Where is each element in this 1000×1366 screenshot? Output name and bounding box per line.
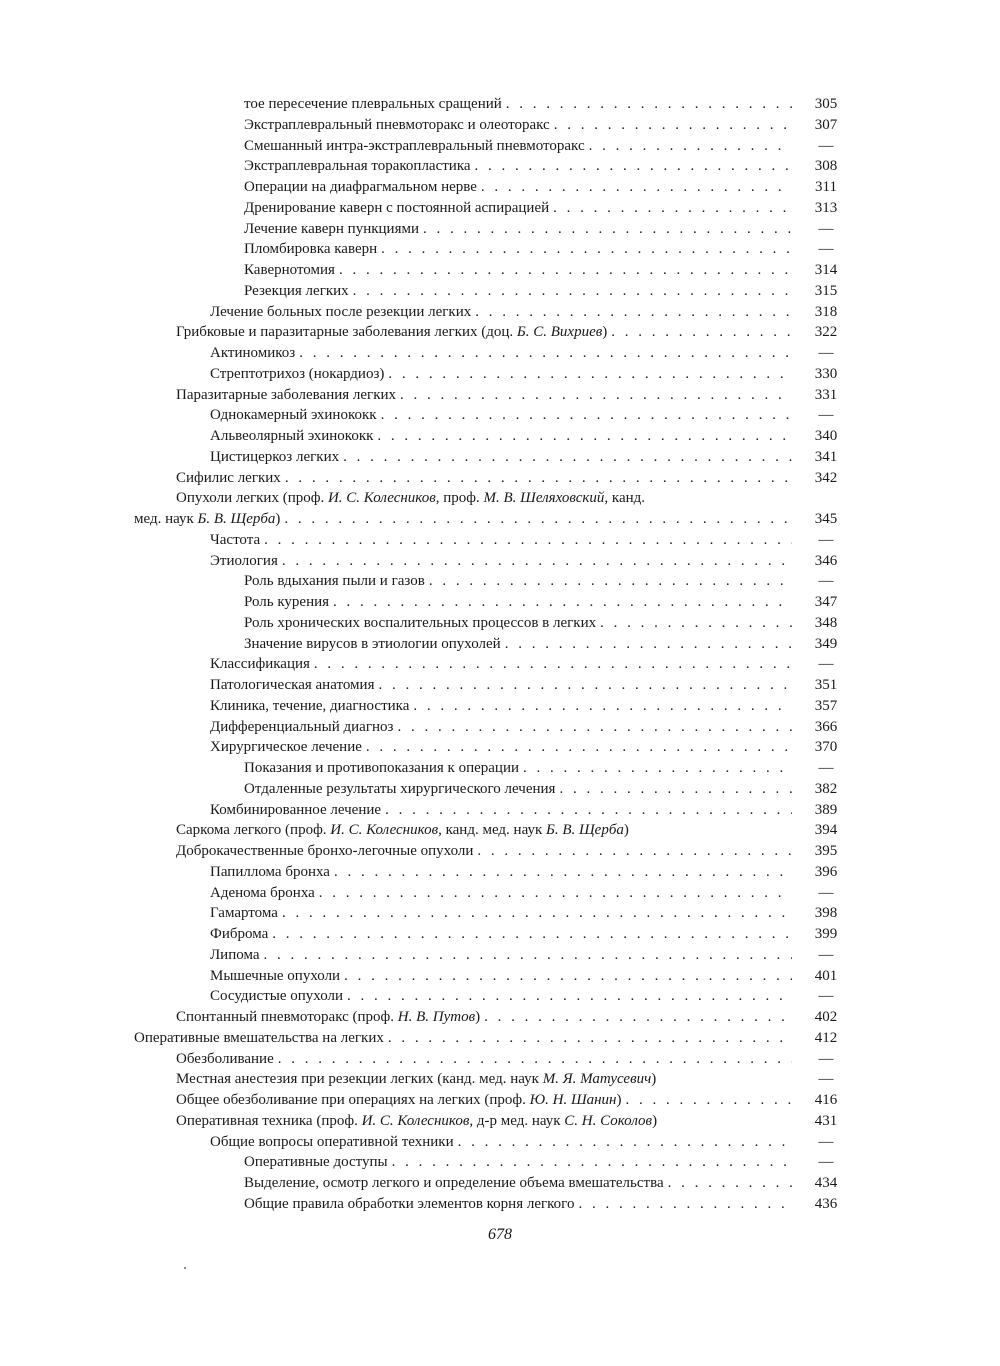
toc-entry-text: Резекция легких [244, 282, 349, 299]
toc-entry [0, 592, 1000, 613]
toc-entry [0, 820, 1000, 841]
toc-entry-text: Опухоли легких (проф. И. С. Колесников, проф. М. В. Шеляховский, канд. [176, 490, 646, 507]
toc-entry-text: Мышечные опухоли [210, 967, 341, 984]
toc-entry [0, 1152, 1000, 1173]
toc-entry-author: И. С. Колесников [361, 1112, 470, 1129]
toc-entry [0, 675, 1000, 696]
toc-entry [0, 924, 1000, 945]
toc-entry-title [244, 613, 792, 634]
table-of-contents [0, 94, 1000, 1215]
toc-entry-title [210, 302, 792, 323]
toc-entry-title [244, 156, 792, 177]
toc-entry [0, 634, 1000, 655]
toc-entry-page: 349 [814, 635, 838, 652]
toc-entry-title [176, 1111, 792, 1132]
toc-entry-text: Оперативные доступы [244, 1154, 388, 1171]
toc-entry-title [244, 779, 792, 800]
toc-entry-title [244, 634, 792, 655]
toc-entry-text: Сосудистые опухоли [210, 988, 344, 1005]
toc-entry-page: — [818, 407, 834, 424]
toc-entry [0, 1173, 1000, 1194]
dot-leader [381, 405, 792, 426]
toc-entry-text: Выделение, осмотр легкого и определение объема вмешательства [244, 1175, 664, 1191]
toc-entry-author: Б. В. Щерба [197, 511, 276, 527]
toc-entry-text: Оперативная техника (проф. И. С. Колесников, д-р мед. наук С. Н. Соколов) [176, 1112, 658, 1129]
toc-entry [0, 696, 1000, 717]
toc-entry [0, 364, 1000, 385]
toc-entry-title [244, 592, 792, 613]
dot-leader [333, 592, 792, 613]
dot-leader [385, 800, 792, 821]
toc-entry [0, 156, 1000, 177]
toc-entry-text: Кавернотомия [244, 262, 335, 278]
toc-entry-page: — [818, 345, 834, 361]
dot-leader [282, 551, 792, 572]
dot-leader [600, 613, 792, 634]
toc-entry-text: Роль вдыхания пыли и газов [244, 573, 425, 590]
toc-entry-title [134, 509, 792, 530]
toc-entry-title [244, 260, 792, 281]
toc-entry-text: Дренирование каверн с постоянной аспирацией [244, 199, 550, 216]
toc-entry-page: 341 [814, 448, 838, 465]
dot-leader [319, 883, 792, 904]
toc-entry [0, 945, 1000, 966]
toc-entry-text: Общие вопросы оперативной техники [210, 1133, 454, 1150]
toc-entry-title [210, 426, 792, 447]
toc-entry-text: Хирургическое лечение [210, 739, 362, 756]
toc-entry-text: Саркома легкого (проф. И. С. Колесников, канд. мед. наук Б. В. Щерба) [176, 822, 629, 839]
toc-entry-author: Ю. Н. Шанин [529, 1092, 617, 1108]
toc-entry-suffix: ) [275, 511, 281, 527]
toc-entry-page: — [818, 1154, 834, 1171]
toc-entry-author: М. В. Шеляховский [483, 490, 605, 507]
dot-leader [314, 654, 792, 675]
toc-entry-page: 348 [814, 614, 838, 631]
toc-entry [0, 1007, 1000, 1028]
toc-entry [0, 613, 1000, 634]
toc-entry-author: Б. С. Вихриев [516, 324, 603, 341]
toc-entry-page: 346 [814, 552, 838, 569]
toc-entry-page: — [818, 1133, 834, 1150]
toc-entry [0, 737, 1000, 758]
toc-entry-page: 345 [814, 511, 838, 527]
toc-entry-title [244, 1173, 792, 1194]
dot-leader [392, 1152, 792, 1173]
dot-leader [388, 1028, 792, 1049]
toc-entry [0, 1049, 1000, 1070]
toc-entry [0, 903, 1000, 924]
toc-entry [0, 1111, 1000, 1132]
toc-entry-title [244, 758, 792, 779]
toc-entry-title [210, 737, 792, 758]
toc-entry-text: Однокамерный эхинококк [210, 407, 377, 424]
dot-leader [523, 758, 792, 779]
toc-entry-text: Доброкачественные бронхо-легочные опухоли [176, 843, 474, 859]
dot-leader [423, 219, 792, 240]
toc-entry-title [176, 322, 792, 343]
dot-leader [285, 468, 792, 489]
toc-entry [0, 219, 1000, 240]
dot-leader [299, 343, 792, 364]
toc-entry-title [244, 136, 792, 157]
toc-entry-page: 436 [814, 1195, 838, 1212]
toc-entry-title [244, 1152, 792, 1173]
toc-entry-title [210, 364, 792, 385]
toc-entry-page: 331 [814, 386, 838, 403]
toc-entry-page: 347 [814, 594, 838, 610]
toc-entry-page: 322 [814, 324, 838, 341]
dot-leader [484, 1007, 792, 1028]
toc-entry-title [244, 177, 792, 198]
toc-entry-page: — [818, 241, 834, 258]
toc-entry-page: — [818, 1071, 834, 1088]
toc-entry [0, 343, 1000, 364]
toc-entry-author: Б. В. Щерба [546, 822, 624, 839]
toc-entry-text: Липома [210, 946, 260, 963]
toc-entry-page: — [818, 988, 834, 1005]
dot-leader [578, 1194, 792, 1215]
toc-entry [0, 322, 1000, 343]
toc-entry-page: 342 [814, 469, 838, 486]
toc-entry-text: Смешанный интра-экстраплевральный пневмоторакс [244, 137, 585, 154]
toc-entry-page: 340 [814, 428, 838, 444]
toc-entry-title [244, 219, 792, 240]
toc-entry-text: Этиология [210, 552, 278, 569]
toc-entry [0, 1194, 1000, 1215]
toc-entry-title [210, 924, 792, 945]
dot-leader [475, 302, 792, 323]
toc-entry-page: 402 [814, 1009, 838, 1025]
toc-entry-text: Спонтанный пневмоторакс (проф. [176, 1009, 398, 1025]
toc-entry-title [210, 654, 792, 675]
toc-entry-page: 314 [814, 262, 838, 278]
toc-entry-page: 313 [814, 199, 838, 216]
toc-entry-text: Обезболивание [176, 1050, 274, 1067]
toc-entry-title [176, 1049, 792, 1070]
dot-leader [505, 634, 792, 655]
toc-entry-page: — [818, 531, 834, 548]
toc-entry-page: 366 [814, 718, 838, 735]
dot-leader [481, 177, 792, 198]
toc-entry-title [244, 1194, 792, 1215]
dot-leader [397, 717, 792, 738]
dot-leader [381, 239, 792, 260]
dot-leader [559, 779, 792, 800]
toc-entry-title [176, 488, 792, 509]
dot-leader [264, 530, 792, 551]
toc-entry-title [210, 800, 792, 821]
toc-entry-page: 307 [814, 116, 838, 133]
dot-leader [344, 966, 792, 987]
toc-entry-text: Общие правила обработки элементов корня легкого [244, 1195, 575, 1212]
dot-leader [400, 385, 792, 406]
toc-entry [0, 115, 1000, 136]
toc-entry-page: 308 [814, 158, 838, 175]
toc-entry-page: — [818, 137, 834, 154]
toc-entry-text: Гамартома [210, 905, 278, 922]
toc-entry-page: — [818, 656, 834, 673]
toc-entry-text: Дифференциальный диагноз [210, 718, 394, 735]
toc-entry [0, 488, 1000, 509]
toc-entry [0, 509, 1000, 530]
toc-entry [0, 800, 1000, 821]
toc-entry [0, 758, 1000, 779]
toc-entry-title [244, 115, 792, 136]
toc-entry [0, 862, 1000, 883]
dot-leader [366, 737, 792, 758]
toc-entry-title [244, 239, 792, 260]
toc-entry-title [210, 862, 792, 883]
toc-entry-page: — [818, 220, 834, 237]
toc-entry-text: Операции на диафрагмальном нерве [244, 179, 477, 195]
toc-entry-page: 431 [814, 1112, 838, 1129]
toc-entry [0, 1028, 1000, 1049]
toc-entry-page: 357 [814, 697, 838, 714]
toc-entry-suffix: ) [602, 324, 608, 341]
toc-entry [0, 239, 1000, 260]
dot-leader [668, 1173, 792, 1194]
toc-entry [0, 966, 1000, 987]
toc-entry-author: И. С. Колесников [327, 490, 436, 507]
dot-leader [284, 509, 792, 530]
toc-entry-text: Сифилис легких [176, 469, 281, 486]
toc-entry [0, 986, 1000, 1007]
toc-entry-text: Классификация [210, 656, 310, 673]
toc-entry-text: Альвеолярный эхинококк [210, 428, 374, 444]
toc-entry-title [210, 903, 792, 924]
toc-entry [0, 717, 1000, 738]
dot-leader [272, 924, 792, 945]
toc-entry-title [210, 343, 792, 364]
toc-entry-text: Экстраплевральный пневмоторакс и олеоторакс [244, 116, 550, 133]
toc-entry-text: Клиника, течение, диагностика [210, 697, 410, 714]
toc-entry [0, 177, 1000, 198]
dot-leader [413, 696, 792, 717]
toc-entry-text: Пломбировка каверн [244, 241, 378, 258]
toc-entry-page: 399 [814, 926, 838, 942]
toc-entry-text: Оперативные вмешательства на легких [134, 1029, 384, 1046]
toc-entry-title [176, 841, 792, 862]
toc-entry [0, 302, 1000, 323]
toc-entry-text: Патологическая анатомия [210, 677, 375, 693]
toc-entry-author: С. Н. Соколов [564, 1112, 653, 1129]
toc-entry-text: Экстраплевральная торакопластика [244, 158, 471, 175]
toc-entry-text: Отдаленные результаты хирургического лечения [244, 780, 556, 797]
toc-entry [0, 779, 1000, 800]
toc-entry-page: — [818, 1050, 834, 1067]
toc-entry-page: 311 [815, 179, 837, 195]
toc-entry-page: 305 [814, 96, 838, 112]
toc-entry-title [176, 1007, 792, 1028]
toc-entry-text: Фиброма [210, 926, 269, 942]
toc-entry-title [176, 820, 792, 841]
dot-leader [554, 115, 792, 136]
toc-entry-text: Роль курения [244, 594, 330, 610]
toc-entry [0, 426, 1000, 447]
toc-entry-title [210, 883, 792, 904]
toc-entry-title [176, 468, 792, 489]
dot-leader [458, 1132, 792, 1153]
toc-entry [0, 1132, 1000, 1153]
toc-entry-page: 398 [814, 905, 838, 922]
toc-entry-title [210, 675, 792, 696]
toc-entry-suffix: ) [475, 1009, 481, 1025]
toc-entry [0, 136, 1000, 157]
toc-entry-text: мед. наук [134, 511, 198, 527]
toc-entry-text: Грибковые и паразитарные заболевания легких (доц. [176, 324, 517, 341]
toc-entry [0, 654, 1000, 675]
toc-entry-page: 416 [814, 1092, 838, 1108]
toc-entry-page: 330 [814, 365, 838, 382]
toc-entry [0, 1090, 1000, 1111]
dot-leader [278, 1049, 792, 1070]
dot-leader [553, 198, 792, 219]
toc-entry-page: 401 [814, 967, 838, 984]
toc-entry-text: Стрептотрихоз (нокардиоз) [210, 365, 385, 382]
toc-entry-page: 351 [814, 677, 838, 693]
toc-entry-author: М. Я. Матусевич [542, 1071, 652, 1088]
dot-leader [334, 862, 792, 883]
toc-entry-title [210, 945, 792, 966]
toc-entry-page: 370 [814, 739, 838, 756]
toc-entry-title [210, 530, 792, 551]
toc-entry-text: Папиллома бронха [210, 863, 330, 880]
toc-entry-text: Комбинированное лечение [210, 801, 382, 818]
dot-leader [282, 903, 792, 924]
toc-entry-page: — [818, 884, 834, 901]
toc-entry-title [210, 447, 792, 468]
toc-entry-title [210, 405, 792, 426]
toc-entry-title [176, 1069, 792, 1090]
toc-entry-text: Лечение больных после резекции легких [210, 303, 472, 320]
toc-entry-text: Роль хронических воспалительных процессов в легких [244, 614, 597, 631]
dot-leader [378, 675, 792, 696]
toc-entry-text: Лечение каверн пункциями [244, 220, 419, 237]
toc-entry-title [244, 94, 792, 115]
toc-entry-author: И. С. Колесников [330, 822, 439, 839]
toc-entry [0, 841, 1000, 862]
dot-leader [353, 281, 792, 302]
toc-entry-title [210, 966, 792, 987]
toc-entry-text: тое пересечение плевральных сращений [244, 96, 502, 112]
toc-entry-text: Значение вирусов в этиологии опухолей [244, 635, 501, 652]
toc-entry-text: Местная анестезия при резекции легких (канд. мед. наук М. Я. Матусевич) [176, 1071, 657, 1088]
toc-entry-text: Аденома бронха [210, 884, 315, 901]
toc-entry-page: 389 [814, 801, 838, 818]
dot-leader [625, 1090, 792, 1111]
scan-speck [184, 1267, 186, 1269]
toc-entry-page: — [818, 573, 834, 590]
toc-entry-text: Показания и противопоказания к операции [244, 760, 520, 776]
toc-entry-page: 318 [814, 303, 838, 320]
toc-entry [0, 281, 1000, 302]
toc-entry [0, 530, 1000, 551]
toc-entry-suffix: ) [616, 1092, 622, 1108]
toc-entry-title [244, 281, 792, 302]
toc-entry [0, 571, 1000, 592]
dot-leader [611, 322, 792, 343]
dot-leader [377, 426, 792, 447]
toc-entry [0, 198, 1000, 219]
toc-entry [0, 405, 1000, 426]
toc-entry-page: 382 [814, 780, 838, 797]
dot-leader [477, 841, 792, 862]
toc-entry-text: Частота [210, 531, 261, 548]
dot-leader [506, 94, 792, 115]
page-number: 678 [488, 1226, 512, 1243]
dot-leader [589, 136, 792, 157]
toc-entry-text: Цистицеркоз легких [210, 448, 340, 465]
toc-entry [0, 1069, 1000, 1090]
toc-entry-title [210, 1132, 792, 1153]
toc-entry-title [244, 198, 792, 219]
dot-leader [475, 156, 792, 177]
dot-leader [343, 447, 792, 468]
dot-leader [264, 945, 793, 966]
toc-entry-title [244, 571, 792, 592]
toc-entry [0, 447, 1000, 468]
toc-entry [0, 385, 1000, 406]
toc-entry [0, 260, 1000, 281]
toc-entry-title [210, 696, 792, 717]
toc-entry-title [210, 551, 792, 572]
toc-entry-page: 434 [814, 1175, 838, 1191]
toc-entry-title [176, 385, 792, 406]
toc-entry-page: 394 [814, 822, 838, 839]
toc-entry-page: 315 [814, 282, 838, 299]
toc-entry [0, 883, 1000, 904]
toc-entry-page: 395 [814, 843, 838, 859]
dot-leader [347, 986, 792, 1007]
dot-leader [429, 571, 792, 592]
toc-entry-page: — [818, 946, 834, 963]
toc-entry-text: Актиномикоз [210, 345, 296, 361]
toc-entry-text: Паразитарные заболевания легких [176, 386, 397, 403]
toc-entry-page: — [818, 760, 834, 776]
toc-entry-title [176, 1090, 792, 1111]
toc-entry-text: Общее обезболивание при операциях на легких (проф. [176, 1092, 530, 1108]
toc-entry [0, 94, 1000, 115]
toc-entry [0, 551, 1000, 572]
toc-entry-author: Н. В. Путов [397, 1009, 476, 1025]
dot-leader [339, 260, 792, 281]
toc-entry-title [134, 1028, 792, 1049]
toc-entry [0, 468, 1000, 489]
toc-entry-page: 396 [814, 863, 838, 880]
dot-leader [388, 364, 792, 385]
toc-entry-title [210, 717, 792, 738]
toc-entry-page: 412 [814, 1029, 838, 1046]
toc-entry-title [210, 986, 792, 1007]
